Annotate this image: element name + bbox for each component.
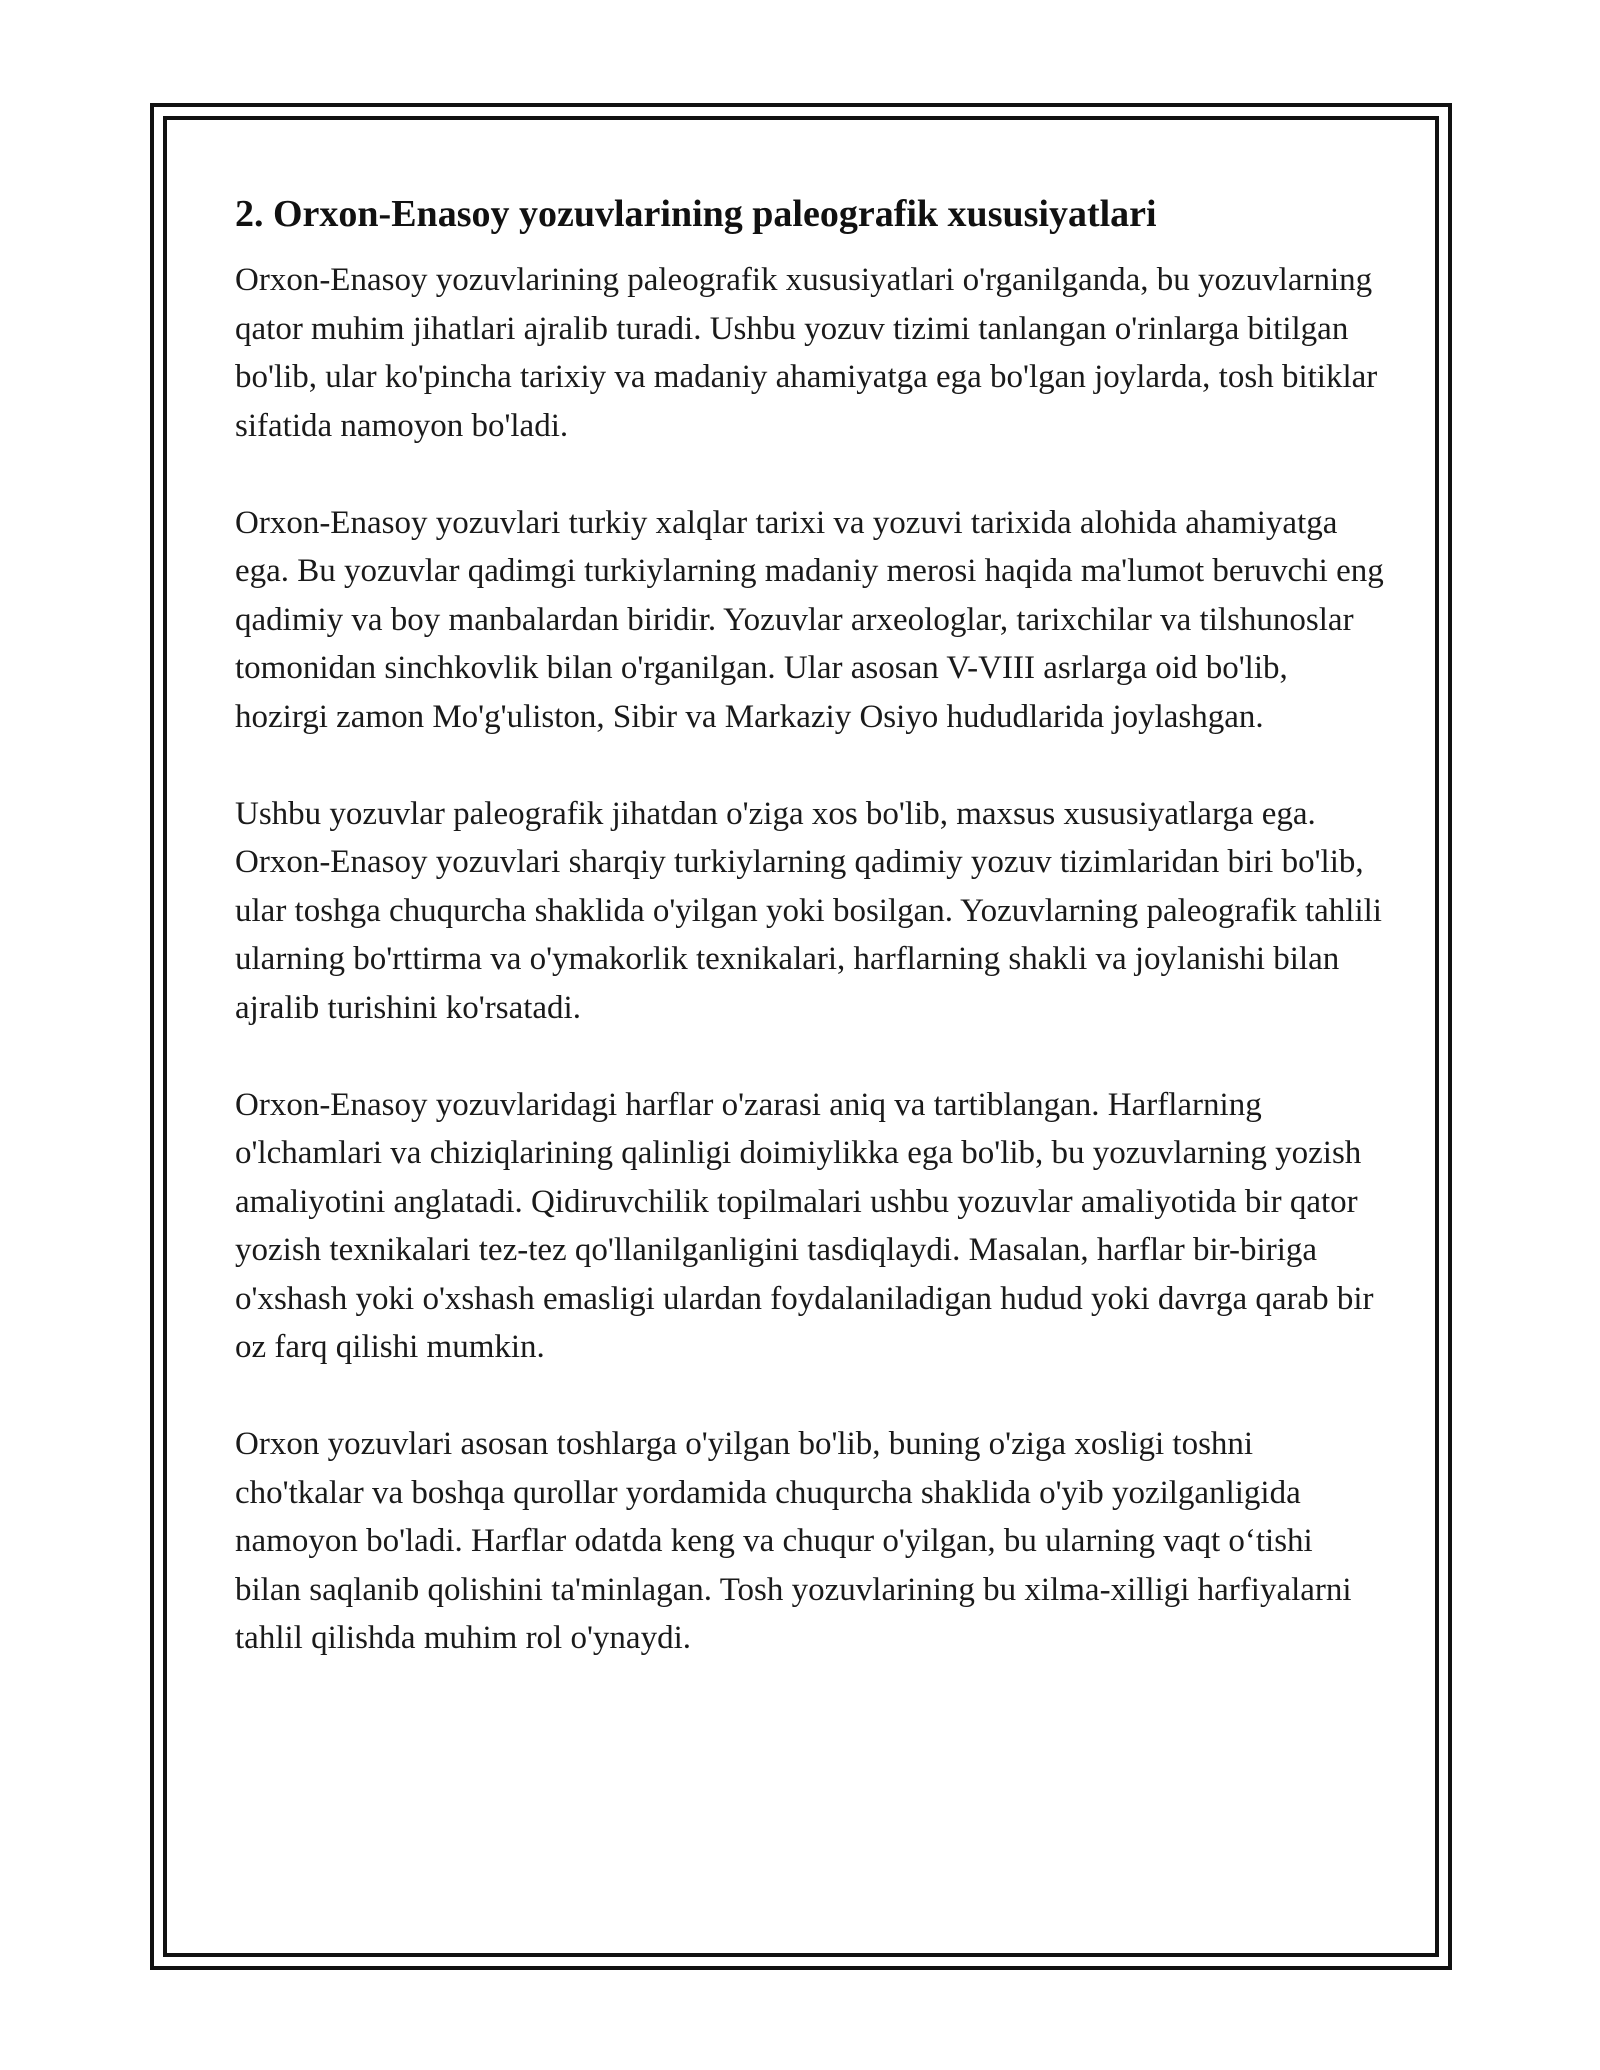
document-body (235, 190, 1385, 1711)
paragraph-5: Orxon yozuvlari asosan toshlarga o'yilgan bo'lib, buning o'ziga xosligi toshni cho'tkalar va boshqa qurollar yordamida chuqurcha shaklida o'yib yozilganligida namoyon bo'ladi. Harflar odatda keng va chuqur o'yilgan, bu ularning vaqt o‘tishi bilan saqlanib qolishini ta'minlagan. Tosh yozuvlarining bu xilma-xilligi harfiyalarni tahlil qilishda muhim rol o'ynaydi. (235, 1426, 1352, 1656)
paragraph-4: Orxon-Enasoy yozuvlaridagi harflar o'zarasi aniq va tartiblangan. Harflarning o'lchamlari va chiziqlarining qalinligi doimiylikka ega bo'lib, bu yozuvlarning yozish amaliyotini anglatadi. Qidiruvchilik topilmalari ushbu yozuvlar amaliyotida bir qator yozish texnikalari tez-tez qo'llanilganligini tasdiqlaydi. Masalan, harflar bir-biriga o'xshash yoki o'xshash emasligi ulardan foydalaniladigan hudud yoki davrga qarab bir oz farq qilishi mumkin. (235, 1086, 1374, 1365)
section-heading: 2. Orxon-Enasoy yozuvlarining paleografik xususiyatlari (235, 193, 1157, 235)
paragraph-3: Ushbu yozuvlar paleografik jihatdan o'ziga xos bo'lib, maxsus xususiyatlarga ega. Orxon-Enasoy yozuvlari sharqiy turkiylarning qadimiy yozuv tizimlaridan biri bo'lib, ular toshga chuqurcha shaklida o'yilgan yoki bosilgan. Yozuvlarning paleografik tahlili ularning bo'rttirma va o'ymakorlik texnikalari, harflarning shakli va joylanishi bilan ajralib turishini ko'rsatadi. (235, 795, 1382, 1026)
paragraph-1: Orxon-Enasoy yozuvlarining paleografik xususiyatlari o'rganilganda, bu yozuvlarning qator muhim jihatlari ajralib turadi. Ushbu yozuv tizimi tanlangan o'rinlarga bitilgan bo'lib, ular ko'pincha tarixiy va madaniy ahamiyatga ega bo'lgan joylarda, tosh bitiklar sifatida namoyon bo'ladi. (235, 262, 1378, 444)
paragraph-2: Orxon-Enasoy yozuvlari turkiy xalqlar tarixi va yozuvi tarixida alohida ahamiyatga ega. Bu yozuvlar qadimgi turkiylarning madaniy merosi haqida ma'lumot beruvchi eng qadimiy va boy manbalardan biridir. Yozuvlar arxeologlar, tarixchilar va tilshunoslar tomonidan sinchkovlik bilan o'rganilgan. Ular asosan V-VIII asrlarga oid bo'lib, hozirgi zamon Mo'g'uliston, Sibir va Markaziy Osiyo hududlarida joylashgan. (235, 504, 1384, 735)
